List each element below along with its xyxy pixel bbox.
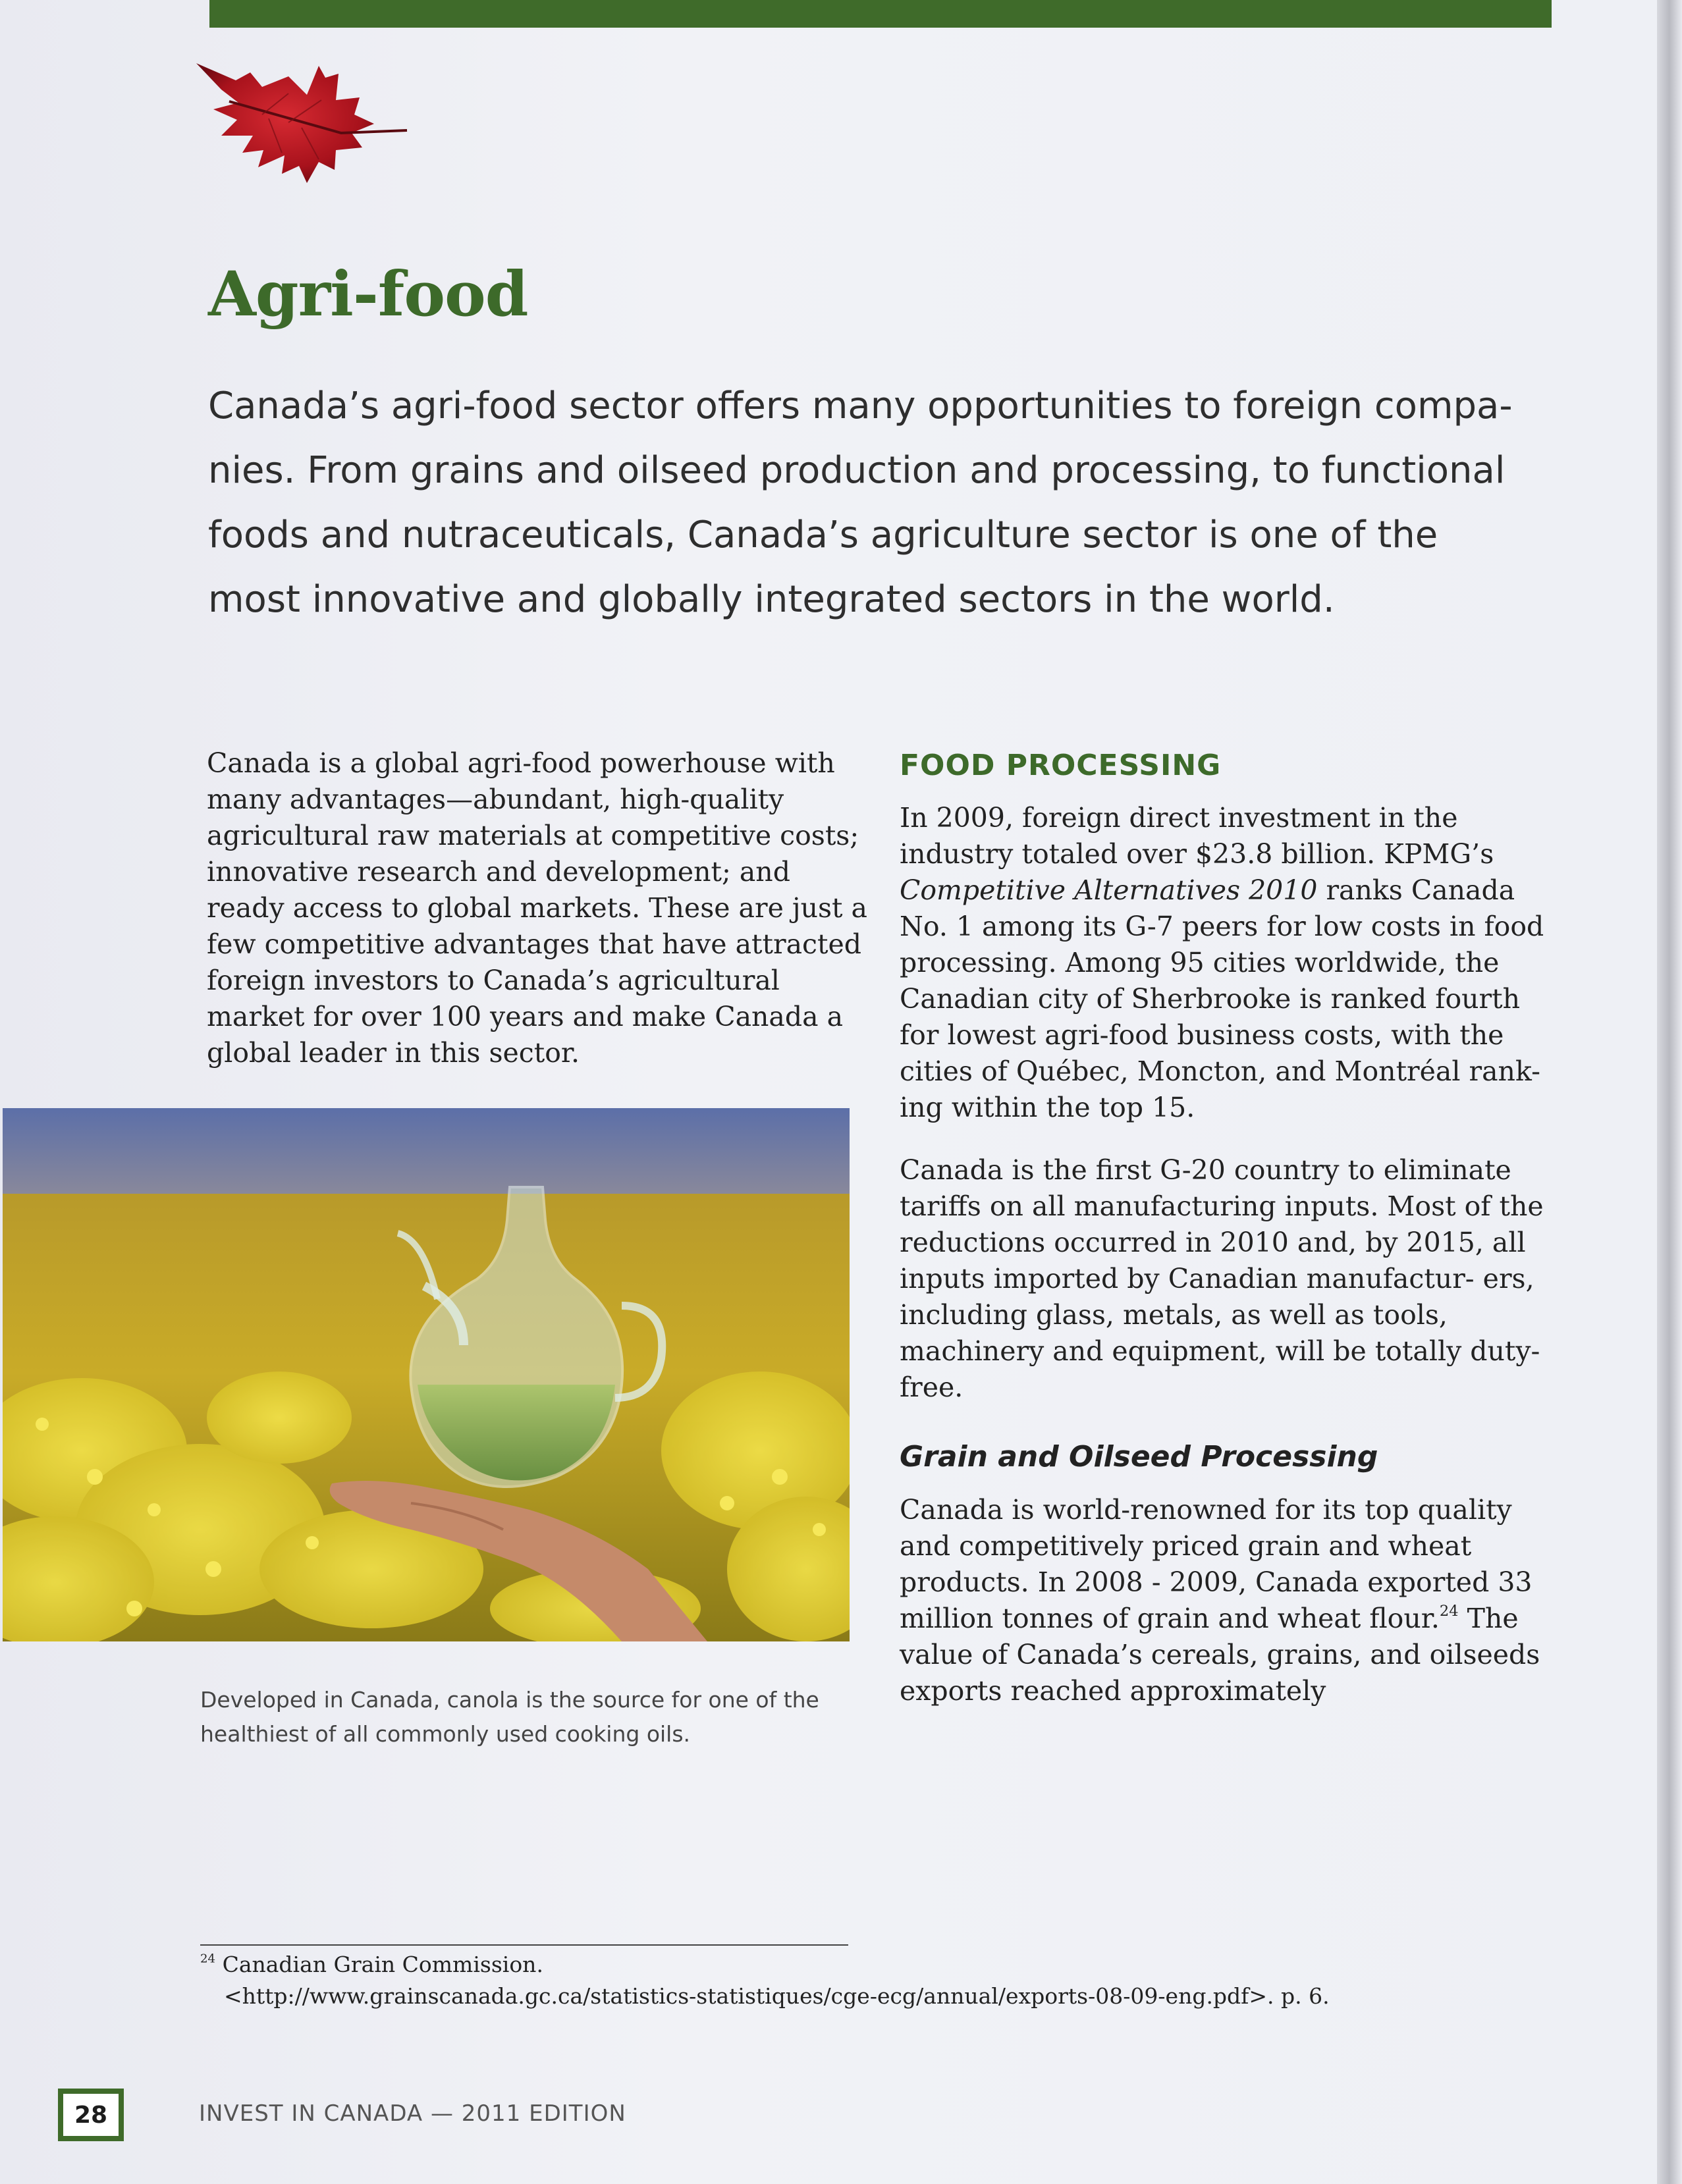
footnote-reference: 24 xyxy=(1439,1602,1459,1620)
photo-caption: Developed in Canada, canola is the source for one of the healthiest of all commonly used cooking oils. xyxy=(200,1687,819,1747)
grain-oilseed-paragraph xyxy=(900,1492,1552,1709)
grain-oilseed-subheading: Grain and Oilseed Processing xyxy=(900,1440,1378,1474)
para3-text-b: The value of Canada’s cereals, grains, and oilseeds exports reached approximately xyxy=(900,1603,1540,1707)
report-title-italic: Competitive Alternatives 2010 xyxy=(900,874,1318,906)
publication-footer: INVEST IN CANADA — 2011 EDITION xyxy=(199,2100,626,2127)
footnote-url: <http://www.grainscanada.gc.ca/statistics-statistiques/cge-ecg/annual/exports-08-09-eng.pdf>. p. 6. xyxy=(224,1983,1330,2009)
footnote-number: 24 xyxy=(200,1952,216,1966)
page-binding-edge xyxy=(1657,0,1682,2184)
page-number-box xyxy=(58,2089,124,2141)
canola-oil-photo xyxy=(3,1108,850,1641)
section-title: Agri-food xyxy=(208,258,528,331)
para1-text-b: ranks Canada No. 1 among its G-7 peers for low costs in food processing. Among 95 cities worldwide, the Canadian city of Sherbrooke is ranked fourth for lowest agri-food business costs, with the cities of Québec, Moncton, and Montréal rank- ing within the top 15. xyxy=(900,874,1544,1123)
footnote-source: Canadian Grain Commission. xyxy=(215,1952,543,1977)
page-number: 28 xyxy=(63,2094,119,2136)
top-accent-bar xyxy=(209,0,1552,28)
footnote xyxy=(200,1949,1583,2012)
food-processing-heading: FOOD PROCESSING xyxy=(900,749,1222,782)
left-body-paragraph: Canada is a global agri-food powerhouse with many advantages—abundant, high-quality agricultural raw materials at competitive costs; innovative research and development; and ready access to global markets. These are just a few competitive advantages that have attracted foreign investors to Canada’s agricultural market for over 100 years and make Canada a global leader in this sector. xyxy=(207,747,867,1069)
intro-paragraph: Canada’s agri-food sector offers many opportunities to foreign compa- nies. From grains and oilseed production and processing, to functional foods and nutraceuticals, Canada’s agriculture sector is one of the most innovative and globally integrated sectors in the world. xyxy=(208,385,1513,621)
food-processing-paragraph-1 xyxy=(900,800,1552,1126)
maple-leaf-icon xyxy=(190,54,414,199)
para1-text-a: In 2009, foreign direct investment in the industry totaled over $23.8 billion. KPMG’s xyxy=(900,802,1494,870)
para3-text-a: Canada is world-renowned for its top quality and competitively priced grain and wheat products. In 2008 - 2009, Canada exported 33 million tonnes of grain and wheat flour. xyxy=(900,1494,1533,1634)
footnote-divider xyxy=(200,1944,848,1946)
food-processing-paragraph-2: Canada is the first G-20 country to eliminate tariffs on all manufacturing inputs. Most of the reductions occurred in 2010 and, by 2015, all inputs imported by Canadian manufactur- ers, including glass, metals, as well as tools, machinery and equipment, will be totally duty-free. xyxy=(900,1154,1544,1403)
